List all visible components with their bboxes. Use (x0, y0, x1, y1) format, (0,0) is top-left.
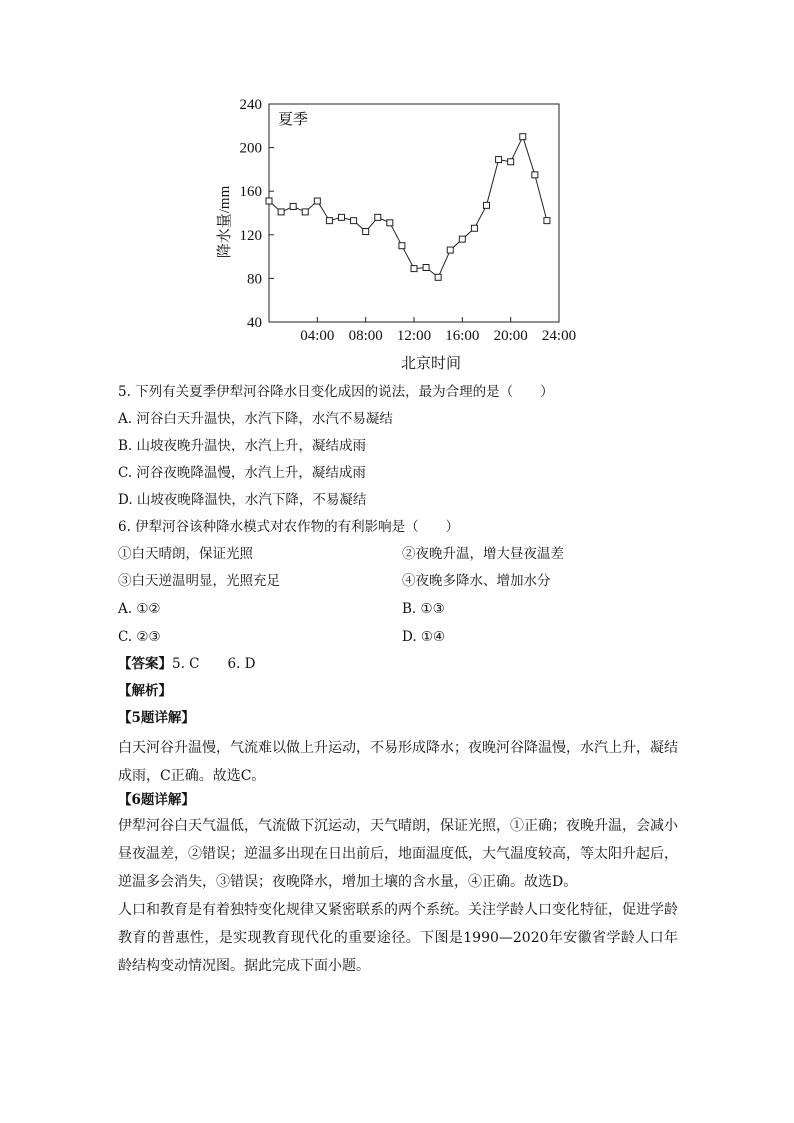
data-point (266, 198, 272, 204)
data-point (484, 202, 490, 208)
q6-detail-text: 伊犁河谷白天气温低，气流做下沉运动，天气晴朗，保证光照，①正确；夜晚升温，会减小昼夜温差，②错误；逆温多出现在日出前后，地面温度低，大气温度较高，等太阳升起后，逆温多会消失，③错误；夜晚降水，增加土壤的含水量，④正确。故选D。 (118, 818, 678, 890)
q6-item-1: ①白天晴朗，保证光照 (118, 546, 253, 562)
y-tick-label: 80 (247, 271, 262, 288)
data-point (447, 247, 453, 253)
data-point (351, 218, 357, 224)
x-tick-label: 16:00 (445, 328, 480, 344)
data-point (532, 172, 538, 178)
x-axis (300, 317, 576, 344)
q6-item-3: ③白天逆温明显，光照充足 (118, 573, 280, 589)
q6-stem: 6. 伊犁河谷该种降水模式对农作物的有利影响是（ ） (118, 519, 460, 535)
answer-5: 5. C (172, 656, 200, 672)
q6-item-4: ④夜晚多降水、增加水分 (402, 573, 551, 589)
q5-option-c[interactable]: C. 河谷夜晚降温慢，水汽上升，凝结成雨 (118, 465, 366, 481)
data-point (290, 203, 296, 209)
x-tick-label: 12:00 (396, 328, 432, 344)
q6-option-d[interactable]: D. ①④ (402, 629, 446, 645)
q6-option-a[interactable]: A. ①② (118, 601, 161, 617)
data-point (544, 218, 550, 224)
q5-detail-text: 白天河谷升温慢，气流难以做上升运动，不易形成降水；夜晚河谷降温慢，水汽上升，凝结成雨，C正确。故选C。 (118, 740, 678, 784)
q6-detail-label: 【6题详解】 (118, 792, 195, 808)
y-tick-label: 160 (239, 184, 262, 201)
q5-option-d[interactable]: D. 山坡夜晚降温快，水汽下降，不易凝结 (118, 492, 367, 508)
q6-option-c[interactable]: C. ②③ (118, 629, 161, 645)
x-tick-label: 24:00 (541, 328, 577, 344)
y-tick-label: 240 (239, 97, 262, 113)
data-point (411, 266, 417, 272)
x-tick-label: 08:00 (348, 328, 383, 344)
y-tick-label: 40 (247, 315, 262, 331)
data-point (508, 159, 514, 165)
answer-line (118, 655, 256, 673)
data-points (266, 134, 550, 281)
precipitation-chart (210, 92, 590, 377)
data-point (375, 214, 381, 220)
series-line (269, 137, 547, 278)
q6-item-2: ②夜晚升温，增大昼夜温差 (402, 546, 564, 562)
data-point (302, 209, 308, 215)
data-point (326, 218, 332, 224)
q5-option-b[interactable]: B. 山坡夜晚升温快，水汽上升，凝结成雨 (118, 438, 367, 454)
data-point (399, 243, 405, 249)
x-tick-label: 04:00 (300, 328, 335, 344)
data-point (496, 157, 502, 163)
q5-stem: 5. 下列有关夏季伊犁河谷降水日变化成因的说法，最为合理的是（ ） (118, 384, 554, 400)
y-axis-label: 降水量/mm (217, 185, 233, 259)
chart-title: 夏季 (278, 112, 309, 128)
data-point (459, 236, 465, 242)
data-point (520, 134, 526, 140)
data-point (339, 214, 345, 220)
data-point (387, 220, 393, 226)
analysis-label: 【解析】 (118, 683, 172, 699)
data-point (471, 225, 477, 231)
data-point (435, 274, 441, 280)
x-tick-label: 20:00 (493, 328, 528, 344)
y-tick-label: 200 (239, 140, 262, 157)
plot-frame (269, 104, 559, 322)
q5-option-a[interactable]: A. 河谷白天升温快，水汽下降，水汽不易凝结 (118, 411, 393, 427)
q6-option-b[interactable]: B. ①③ (402, 601, 445, 617)
data-point (363, 229, 369, 235)
x-axis-label: 北京时间 (400, 356, 462, 372)
answer-6: 6. D (227, 656, 256, 672)
intro-paragraph: 人口和教育是有着独特变化规律又紧密联系的两个系统。关注学龄人口变化特征，促进学龄教育的普惠性，是实现教育现代化的重要途径。下图是1990—2020年安徽省学龄人口年龄结构变动情况图。据此完成下面小题。 (118, 902, 678, 974)
data-point (423, 265, 429, 271)
y-tick-label: 120 (239, 227, 262, 244)
data-point (314, 198, 320, 204)
data-point (278, 209, 284, 215)
q5-detail-label: 【5题详解】 (118, 710, 195, 726)
answer-label: 【答案】 (118, 656, 172, 672)
